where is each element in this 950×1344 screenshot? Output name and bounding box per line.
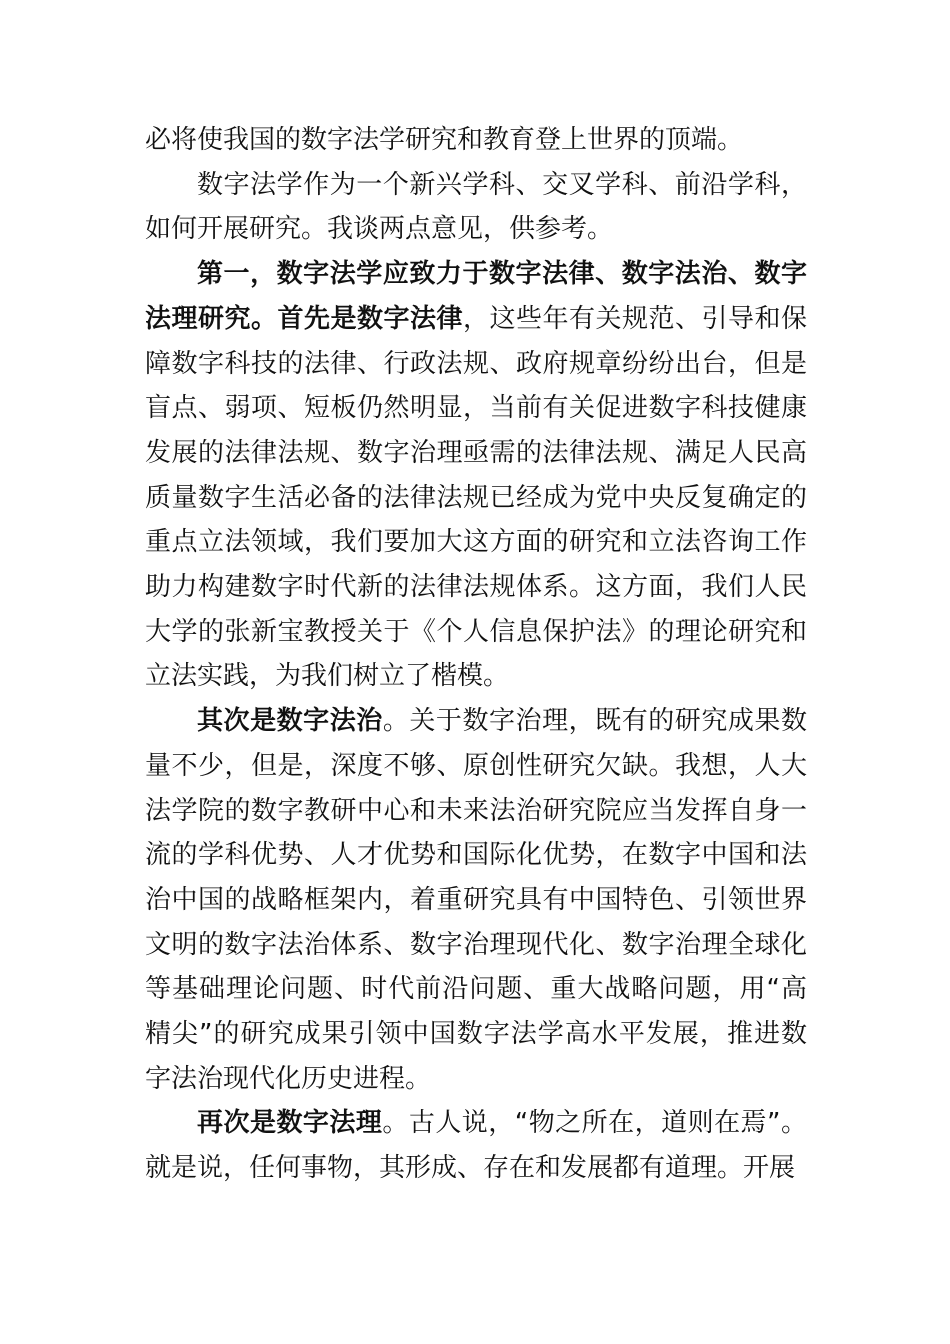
- paragraph-5-heading: 再次是数字法理: [197, 1108, 383, 1139]
- paragraph-4: [145, 699, 807, 1101]
- paragraph-3-text: ，这些年有关规范、引导和保障数字科技的法律、行政法规、政府规章纷纷出台，但是盲点、弱项、短板仍然明显，当前有关促进数字科技健康发展的法律法规、数字治理亟需的法律法规、满足人民高质量数字生活必备的法律法规已经成为党中央反复确定的重点立法领域，我们要加大这方面的研究和立法咨询工作助力构建数字时代新的法律法规体系。这方面，我们人民大学的张新宝教授关于《个人信息保护法》的理论研究和立法实践，为我们树立了楷模。: [145, 303, 807, 692]
- paragraph-1: [145, 118, 807, 163]
- paragraph-2: [145, 163, 807, 252]
- paragraph-5: [145, 1101, 807, 1190]
- paragraph-2-text: 数字法学作为一个新兴学科、交叉学科、前沿学科，如何开展研究。我谈两点意见，供参考。: [145, 169, 807, 245]
- paragraph-4-heading: 其次是数字法治: [197, 706, 383, 737]
- paragraph-4-text: 。关于数字治理，既有的研究成果数量不少，但是，深度不够、原创性研究欠缺。我想，人大法学院的数字教研中心和未来法治研究院应当发挥自身一流的学科优势、人才优势和国际化优势，在数字中国和法治中国的战略框架内，着重研究具有中国特色、引领世界文明的数字法治体系、数字治理现代化、数字治理全球化等基础理论问题、时代前沿问题、重大战略问题，用“高精尖”的研究成果引领中国数字法学高水平发展，推进数字法治现代化历史进程。: [145, 706, 807, 1094]
- paragraph-3-heading: 第一，数字法学应致力于数字法律、数字法治、数字法理研究。首先是数字法律: [145, 259, 807, 334]
- paragraph-3: [145, 252, 807, 699]
- paragraph-5-text: 。古人说，“物之所在，道则在焉”。就是说，任何事物，其形成、存在和发展都有道理。开展: [145, 1108, 807, 1184]
- document-body: [145, 118, 807, 1191]
- paragraph-1-text: 必将使我国的数字法学研究和教育登上世界的顶端。: [145, 125, 744, 155]
